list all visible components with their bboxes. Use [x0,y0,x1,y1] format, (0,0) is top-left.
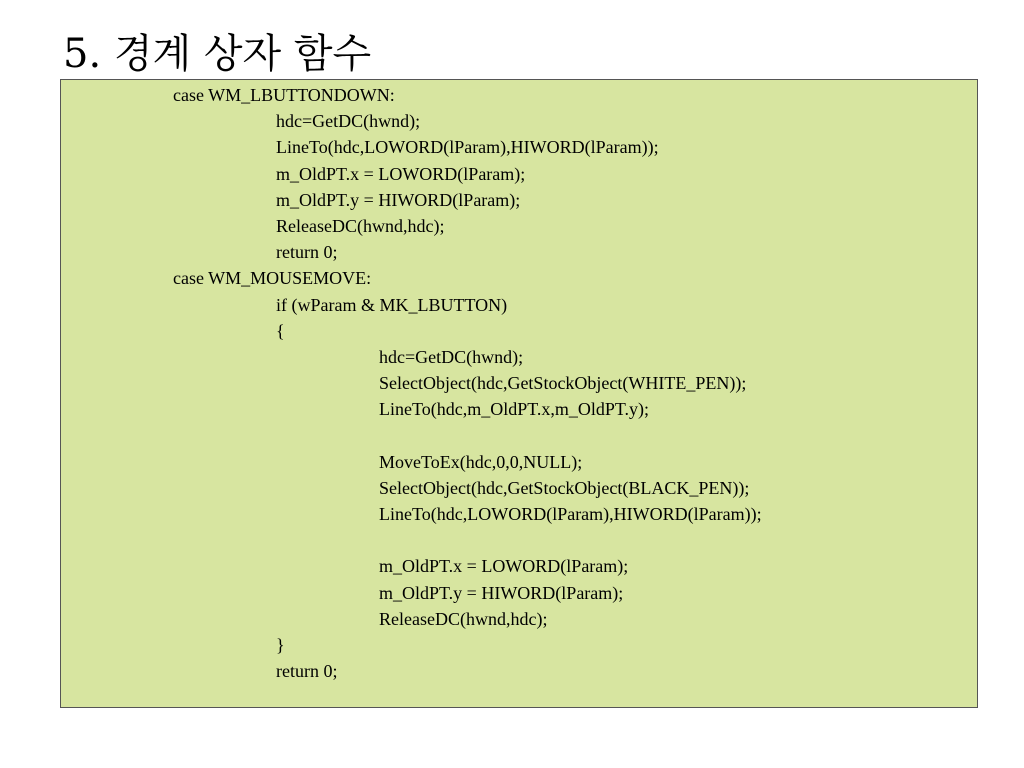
code-line: ReleaseDC(hwnd,hdc); [379,608,548,629]
code-line [61,422,977,448]
code-line: return 0; [276,242,338,263]
code-line: { [276,320,285,341]
slide-title: 5. 경계 상자 함수 [63,31,372,77]
code-line [61,527,977,553]
code-line: } [276,634,285,655]
code-line: m_OldPT.y = HIWORD(lParam); [276,189,521,210]
code-line: LineTo(hdc,LOWORD(lParam),HIWORD(lParam)); [379,504,762,524]
code-line: LineTo(hdc,LOWORD(lParam),HIWORD(lParam)); [276,137,659,158]
code-line: LineTo(hdc,m_OldPT.x,m_OldPT.y); [379,399,650,420]
code-line: SelectObject(hdc,GetStockObject(WHITE_PEN)); [379,373,747,394]
code-line: m_OldPT.x = LOWORD(lParam); [379,556,629,577]
code-line: if (wParam & MK_LBUTTON) [276,294,508,315]
code-line: case WM_LBUTTONDOWN: [173,85,395,105]
code-line: hdc=GetDC(hwnd); [379,346,524,367]
code-line: case WM_MOUSEMOVE: [173,268,372,289]
code-line: m_OldPT.x = LOWORD(lParam); [276,163,526,184]
code-line: m_OldPT.y = HIWORD(lParam); [379,582,624,603]
code-block [60,79,978,708]
code-line: ReleaseDC(hwnd,hdc); [276,215,445,236]
code-line: return 0; [276,661,338,682]
code-line: SelectObject(hdc,GetStockObject(BLACK_PEN)); [379,477,750,498]
code-line: hdc=GetDC(hwnd); [276,111,421,132]
code-line: MoveToEx(hdc,0,0,NULL); [379,451,583,472]
